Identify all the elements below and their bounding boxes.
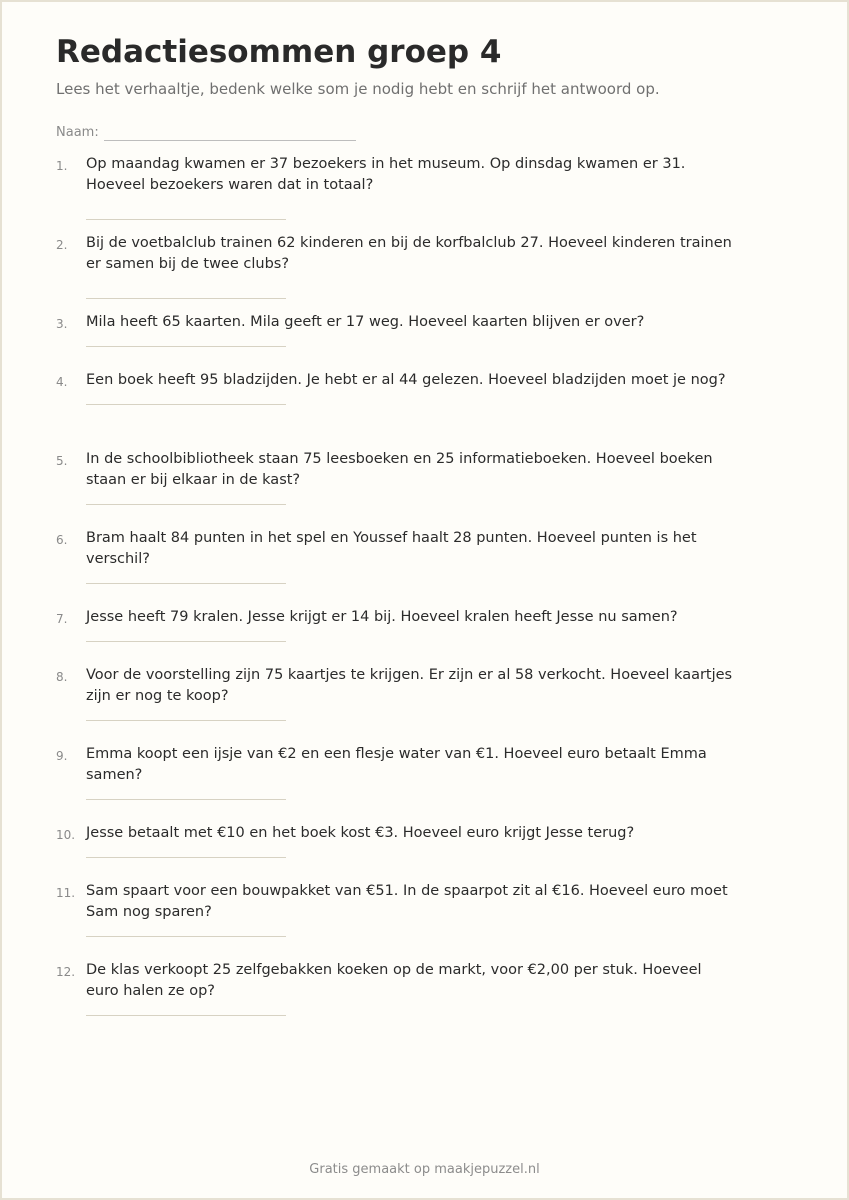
question-number: 10. — [56, 828, 76, 842]
question-text: Bij de voetbalclub trainen 62 kinderen en bij de korfbalclub 27. Hoeveel kinderen trainen er samen bij de twee clubs? — [86, 235, 732, 272]
question-item — [56, 449, 756, 528]
answer-line[interactable] — [86, 404, 286, 405]
question-number: 9. — [56, 749, 68, 763]
question-text: Een boek heeft 95 bladzijden. Je hebt er al 44 gelezen. Hoeveel bladzijden moet je nog? — [86, 372, 726, 388]
question-item — [56, 233, 756, 312]
question-list — [56, 154, 756, 1039]
question-item — [56, 528, 756, 607]
question-text: De klas verkoopt 25 zelfgebakken koeken op de markt, voor €2,00 per stuk. Hoeveel euro halen ze op? — [86, 962, 702, 999]
question-number: 6. — [56, 533, 68, 547]
name-field[interactable] — [56, 122, 376, 144]
answer-line[interactable] — [86, 857, 286, 858]
question-text: Bram haalt 84 punten in het spel en Youssef haalt 28 punten. Hoeveel punten is het verschil? — [86, 530, 697, 567]
question-item — [56, 665, 756, 744]
instructions: Lees het verhaaltje, bedenk welke som je nodig hebt en schrijf het antwoord op. — [56, 80, 660, 98]
question-item — [56, 744, 756, 823]
question-number: 1. — [56, 159, 68, 173]
question-item — [56, 312, 756, 370]
answer-line[interactable] — [86, 504, 286, 505]
answer-line[interactable] — [86, 641, 286, 642]
question-number: 8. — [56, 670, 68, 684]
question-number: 4. — [56, 375, 68, 389]
question-text: Voor de voorstelling zijn 75 kaartjes te krijgen. Er zijn er al 58 verkocht. Hoeveel kaartjes zijn er nog te koop? — [86, 667, 733, 704]
question-text: Mila heeft 65 kaarten. Mila geeft er 17 weg. Hoeveel kaarten blijven er over? — [86, 314, 645, 330]
question-number: 3. — [56, 317, 68, 331]
name-label: Naam: — [56, 125, 99, 140]
question-item — [56, 823, 756, 881]
answer-line[interactable] — [86, 298, 286, 299]
answer-line[interactable] — [86, 346, 286, 347]
answer-line[interactable] — [86, 583, 286, 584]
question-text: Op maandag kwamen er 37 bezoekers in het museum. Op dinsdag kwamen er 31. Hoeveel bezoekers waren dat in totaal? — [86, 156, 686, 193]
question-item — [56, 607, 756, 665]
question-item — [56, 370, 756, 449]
answer-line[interactable] — [86, 799, 286, 800]
question-text: Jesse betaalt met €10 en het boek kost €3. Hoeveel euro krijgt Jesse terug? — [86, 825, 635, 841]
question-text: Jesse heeft 79 kralen. Jesse krijgt er 14 bij. Hoeveel kralen heeft Jesse nu samen? — [86, 609, 678, 625]
question-number: 12. — [56, 965, 76, 979]
question-number: 5. — [56, 454, 68, 468]
question-number: 2. — [56, 238, 68, 252]
question-number: 7. — [56, 612, 68, 626]
question-text: Emma koopt een ijsje van €2 en een flesje water van €1. Hoeveel euro betaalt Emma samen? — [86, 746, 707, 783]
answer-line[interactable] — [86, 720, 286, 721]
answer-line[interactable] — [86, 936, 286, 937]
question-item — [56, 881, 756, 960]
question-text: Sam spaart voor een bouwpakket van €51. In de spaarpot zit al €16. Hoeveel euro moet Sam nog sparen? — [86, 883, 728, 920]
question-item — [56, 960, 756, 1039]
question-number: 11. — [56, 886, 76, 900]
question-text: In de schoolbibliotheek staan 75 leesboeken en 25 informatieboeken. Hoeveel boeken staan er bij elkaar in de kast? — [86, 451, 713, 488]
page-title: Redactiesommen groep 4 — [56, 34, 502, 70]
footer-credit: Gratis gemaakt op maakjepuzzel.nl — [309, 1162, 540, 1177]
answer-line[interactable] — [86, 219, 286, 220]
question-item — [56, 154, 756, 233]
name-line[interactable] — [104, 140, 356, 141]
answer-line[interactable] — [86, 1015, 286, 1016]
